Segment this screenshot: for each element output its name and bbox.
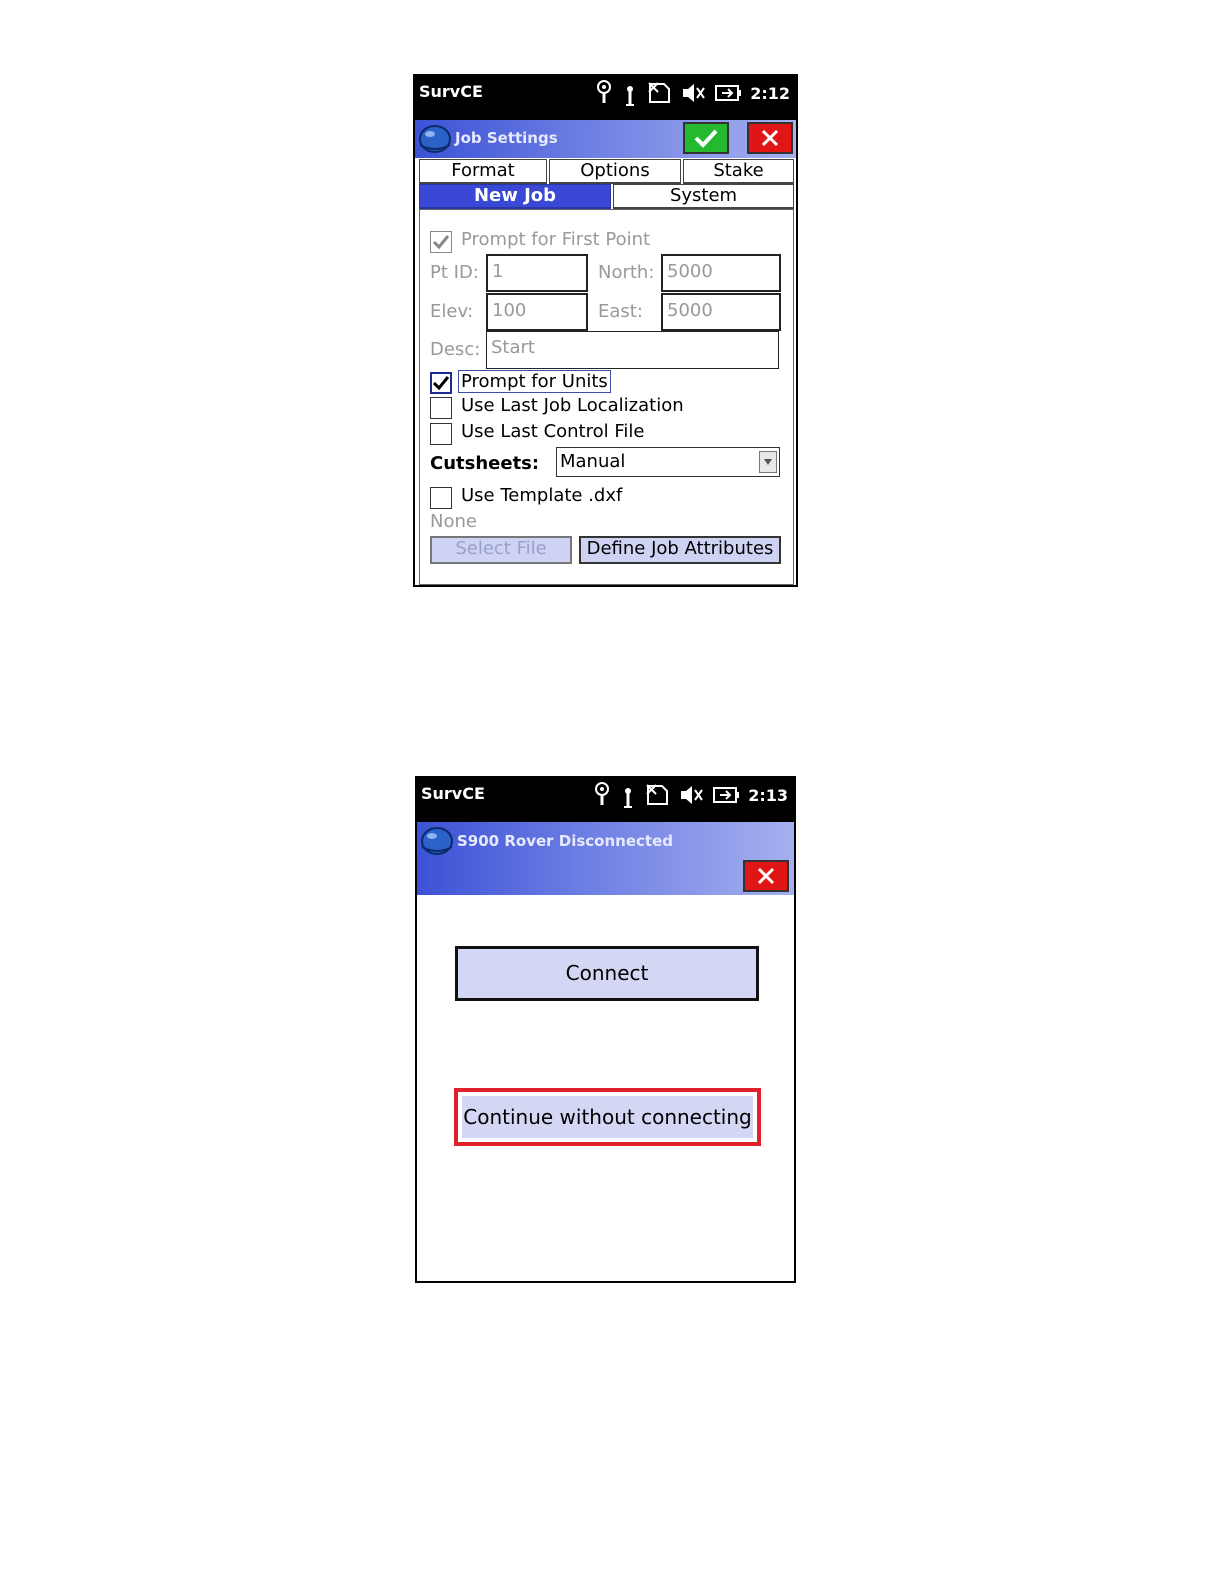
- checkmark-icon: [432, 234, 450, 250]
- pt-id-label: Pt ID:: [430, 262, 479, 283]
- east-field[interactable]: 5000: [661, 293, 781, 331]
- use-template-checkbox[interactable]: [430, 487, 452, 509]
- prompt-first-point-checkbox[interactable]: [430, 231, 452, 253]
- rover-disconnected-screen: [415, 776, 796, 1283]
- new-job-panel: [419, 209, 794, 585]
- clock: 2:13: [748, 785, 788, 805]
- helmet-logo-icon: [417, 123, 453, 155]
- connect-button[interactable]: Connect: [455, 946, 759, 1001]
- use-last-control-label: Use Last Control File: [461, 421, 645, 442]
- prompt-units-checkbox[interactable]: [430, 372, 452, 394]
- ok-button[interactable]: [683, 122, 729, 154]
- east-label: East:: [598, 301, 643, 322]
- title-bar: [417, 822, 794, 895]
- elev-label: Elev:: [430, 301, 474, 322]
- status-bar: [417, 778, 794, 822]
- select-file-button[interactable]: Select File: [430, 536, 572, 564]
- north-label: North:: [598, 262, 655, 283]
- prompt-first-point-label: Prompt for First Point: [461, 229, 651, 250]
- app-name: SurvCE: [421, 784, 485, 803]
- helmet-logo-icon: [419, 825, 455, 857]
- settings-tabs: [419, 159, 794, 209]
- speaker-muted-icon: [680, 80, 706, 106]
- clock: 2:12: [750, 83, 790, 103]
- cutsheets-value: Manual: [560, 451, 626, 472]
- define-job-attributes-button[interactable]: Define Job Attributes: [579, 536, 781, 564]
- close-button[interactable]: [747, 122, 793, 154]
- speaker-muted-icon: [678, 782, 704, 808]
- checkmark-icon: [693, 127, 719, 149]
- status-bar: [415, 76, 796, 120]
- dropdown-arrow-icon[interactable]: [759, 451, 777, 473]
- status-icons: [592, 781, 788, 809]
- template-file-name: None: [430, 511, 477, 532]
- checkmark-icon: [432, 375, 450, 391]
- window-title: Job Settings: [455, 129, 558, 147]
- cutsheets-label: Cutsheets:: [430, 453, 540, 474]
- gps-icon: [594, 79, 614, 107]
- no-sim-icon: [646, 80, 672, 106]
- pt-id-field[interactable]: 1: [486, 254, 588, 292]
- cutsheets-select[interactable]: [556, 447, 780, 477]
- app-name: SurvCE: [419, 82, 483, 101]
- window-title: S900 Rover Disconnected: [457, 832, 673, 850]
- tab-system[interactable]: System: [613, 184, 794, 209]
- title-bar: [415, 120, 796, 158]
- tab-new-job[interactable]: New Job: [419, 184, 611, 209]
- gps-icon: [592, 781, 612, 809]
- use-template-label: Use Template .dxf: [461, 485, 623, 506]
- elev-field[interactable]: 100: [486, 293, 588, 331]
- tab-format[interactable]: Format: [419, 159, 547, 184]
- desc-field[interactable]: Start: [486, 331, 779, 369]
- tab-stake[interactable]: Stake: [683, 159, 794, 184]
- antenna-icon: [620, 781, 636, 809]
- use-last-localization-checkbox[interactable]: [430, 397, 452, 419]
- antenna-icon: [622, 79, 638, 107]
- close-icon: [760, 128, 780, 148]
- north-field[interactable]: 5000: [661, 254, 781, 292]
- prompt-units-label[interactable]: Prompt for Units: [458, 370, 611, 393]
- close-button[interactable]: [743, 860, 789, 892]
- job-settings-screen: [413, 74, 798, 587]
- use-last-control-checkbox[interactable]: [430, 423, 452, 445]
- close-icon: [756, 866, 776, 886]
- status-icons: [594, 79, 790, 107]
- tab-options[interactable]: Options: [549, 159, 681, 184]
- battery-icon: [714, 82, 742, 104]
- desc-label: Desc:: [430, 339, 481, 360]
- battery-icon: [712, 784, 740, 806]
- use-last-localization-label: Use Last Job Localization: [461, 395, 684, 416]
- no-sim-icon: [644, 782, 670, 808]
- continue-without-connecting-button[interactable]: Continue without connecting: [462, 1096, 753, 1138]
